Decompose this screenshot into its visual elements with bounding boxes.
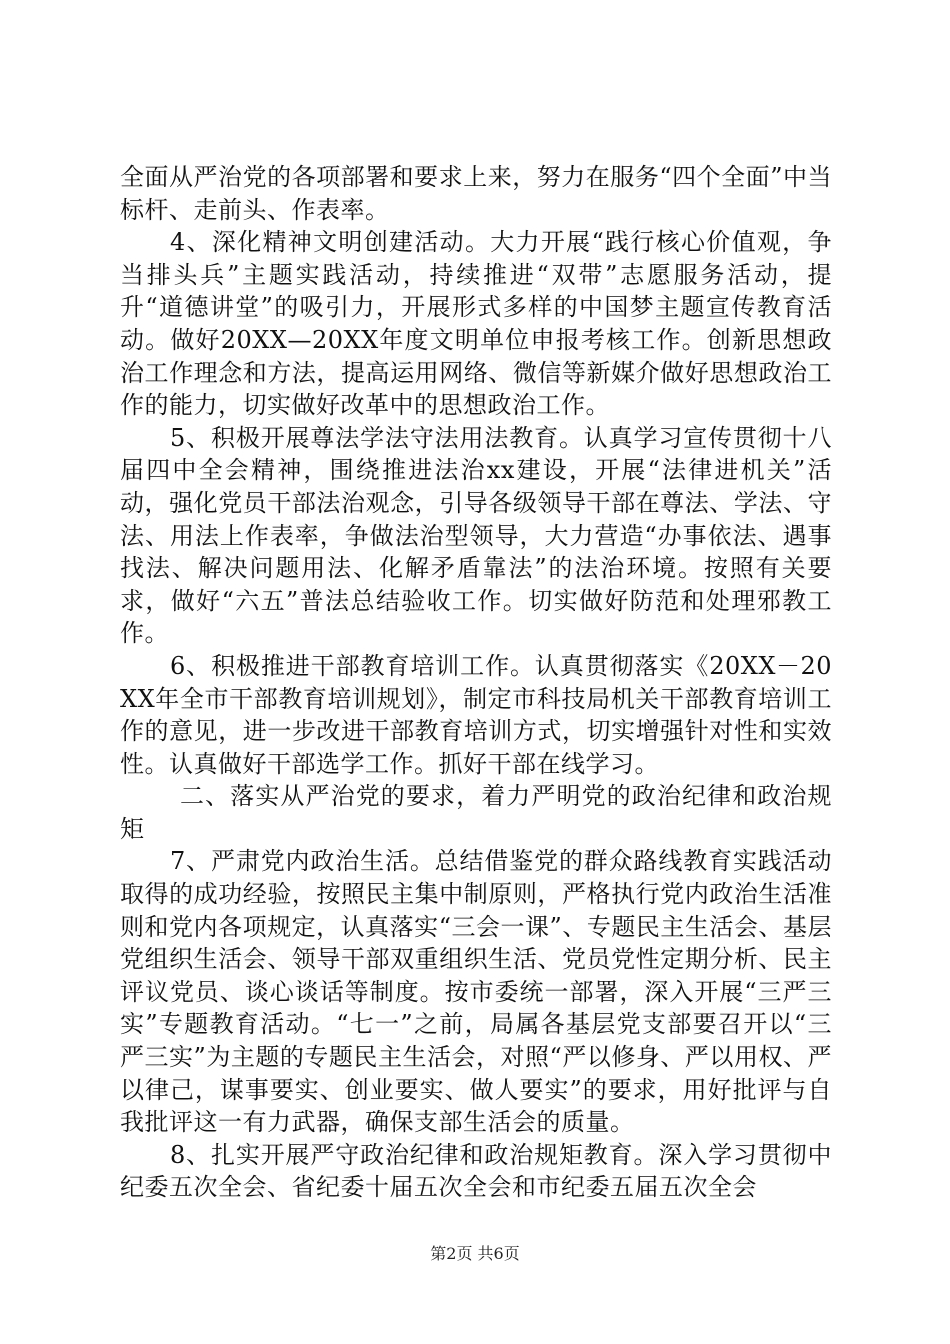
paragraph-item-8: 8、扎实开展严守政治纪律和政治规矩教育。深入学习贯彻中纪委五次全会、省纪委十届五次全会和市纪委五届五次全会 (120, 1140, 832, 1202)
paragraph-item-5: 5、积极开展尊法学法守法用法教育。认真学习宣传贯彻十八届四中全会精神，围绕推进法治xx建设，开展“法律进机关”活动，强化党员干部法治观念，引导各级领导干部在尊法、学法、守法、用法上作表率，争做法治型领导，大力营造“办事依法、遇事找法、解决问题用法、化解矛盾靠法”的法治环境。按照有关要求，做好“六五”普法总结验收工作。切实做好防范和处理邪教工作。 (120, 423, 832, 648)
paragraph-item-7: 7、严肃党内政治生活。总结借鉴党的群众路线教育实践活动取得的成功经验，按照民主集中制原则，严格执行党内政治生活准则和党内各项规定，认真落实“三会一课”、专题民主生活会、基层党组织生活会、领导干部双重组织生活、党员党性定期分析、民主评议党员、谈心谈话等制度。按市委统一部署，深入开展“三严三实”专题教育活动。“七一”之前，局属各基层党支部要召开以“三严三实”为主题的专题民主生活会，对照“严以修身、严以用权、严以律己，谋事要实、创业要实、做人要实”的要求，用好批评与自我批评这一有力武器，确保支部生活会的质量。 (120, 847, 832, 1137)
paragraph-item-6: 6、积极推进干部教育培训工作。认真贯彻落实《20XX－20XX年全市干部教育培训规划》，制定市科技局机关干部教育培训工作的意见，进一步改进干部教育培训方式，切实增强针对性和实效性。认真做好干部选学工作。抓好干部在线学习。 (120, 651, 832, 778)
page-number-footer: 第2页 共6页 (430, 1244, 520, 1263)
document-body (120, 161, 832, 1204)
section-heading-2: 二、落实从严治党的要求，着力严明党的政治纪律和政治规矩 (120, 782, 832, 843)
paragraph-continuation: 全面从严治党的各项部署和要求上来，努力在服务“四个全面”中当标杆、走前头、作表率。 (120, 163, 832, 224)
paragraph-item-4: 4、深化精神文明创建活动。大力开展“践行核心价值观，争当排头兵”主题实践活动，持续推进“双带”志愿服务活动，提升“道德讲堂”的吸引力，开展形式多样的中国梦主题宣传教育活动。做好20XX—20XX年度文明单位申报考核工作。创新思想政治工作理念和方法，提高运用网络、微信等新媒介做好思想政治工作的能力，切实做好改革中的思想政治工作。 (120, 228, 832, 420)
